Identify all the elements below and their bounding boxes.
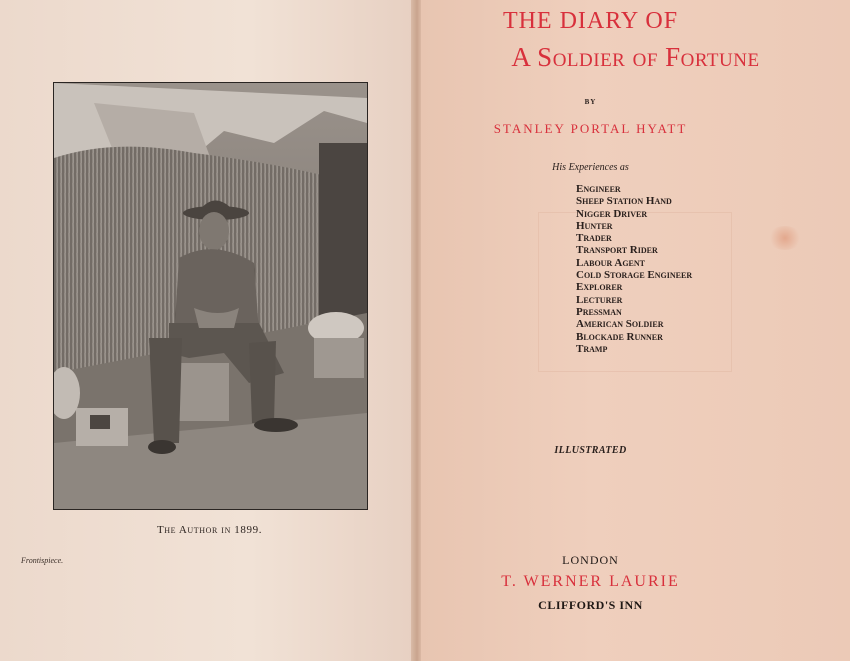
experiences-heading: His Experiences as [552, 162, 629, 173]
publisher-city: LONDON [562, 553, 619, 567]
occupation-item: Cold Storage Engineer [576, 269, 693, 282]
frontispiece-label: Frontispiece. [21, 556, 64, 565]
occupation-item: Trader [576, 232, 612, 245]
occupation-item: Tramp [576, 342, 608, 355]
author-name: STANLEY PORTAL HYATT [493, 121, 688, 136]
occupation-item: Blockade Runner [576, 330, 663, 343]
plate-caption: The Author in 1899. [156, 524, 263, 536]
frontispiece-photo [53, 82, 368, 510]
occupation-item: American Soldier [576, 318, 664, 331]
occupation-item: Labour Agent [576, 256, 645, 269]
title-line-2: A Soldier of Fortune [511, 42, 760, 72]
occupation-item: Explorer [576, 281, 623, 294]
publisher-name: T. WERNER LAURIE [501, 573, 680, 590]
occupation-item: Transport Rider [576, 244, 658, 257]
foxing-stain [768, 226, 802, 250]
publisher-address: CLIFFORD'S INN [538, 598, 643, 612]
occupation-item: Sheep Station Hand [576, 195, 672, 208]
occupation-list [576, 183, 692, 355]
illustrated-label: ILLUSTRATED [554, 445, 627, 456]
occupation-item: Lecturer [576, 293, 623, 306]
occupation-item: Engineer [576, 183, 621, 195]
occupation-item: Pressman [576, 305, 622, 318]
by-label: BY [584, 98, 597, 106]
title-line-1: THE DIARY OF [502, 8, 679, 34]
occupation-item: Nigger Driver [576, 207, 648, 220]
occupation-item: Hunter [576, 219, 613, 232]
